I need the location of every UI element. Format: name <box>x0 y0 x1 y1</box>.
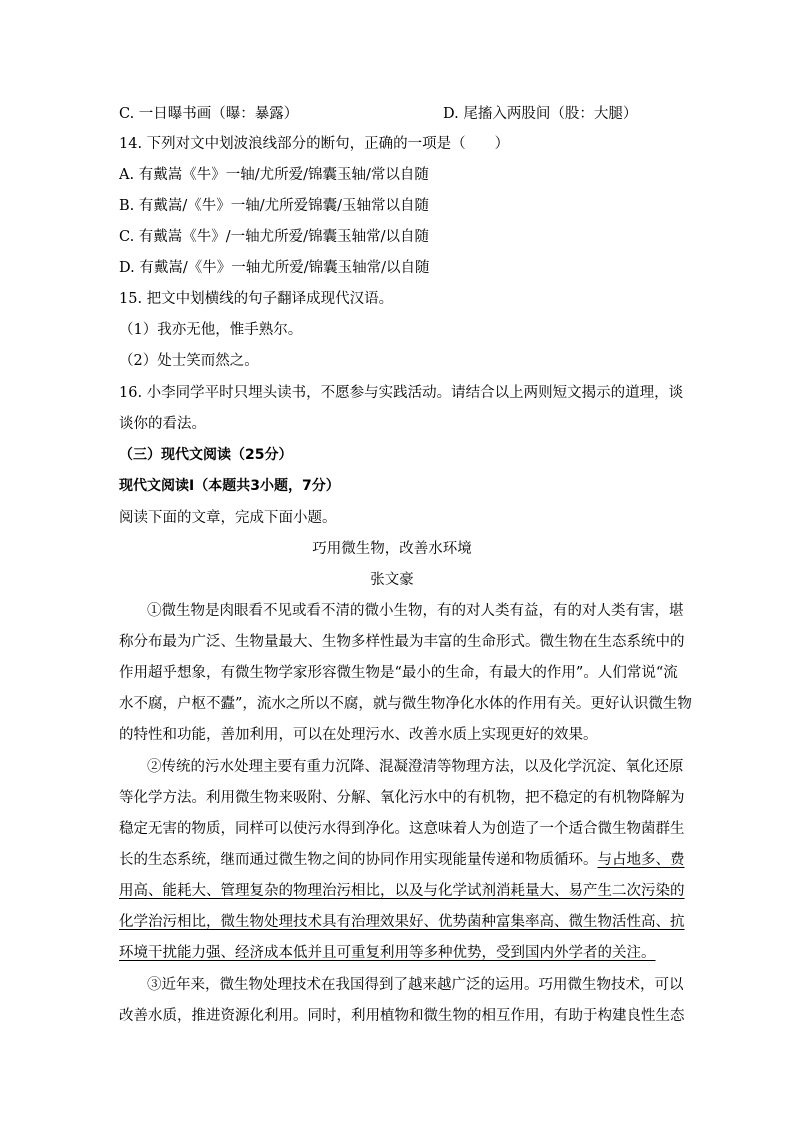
p1-line-1: ①微生物是肉眼看不见或看不清的微小生物，有的对人类有益，有的对人类有害，堪 <box>147 603 684 619</box>
q13-option-d: D. 尾搐入两股间（股：大腿） <box>443 106 638 122</box>
p2-line-4-plain: 长的生态系统，继而通过微生物之间的协同作用实现能量传递和物质循环。 <box>119 852 598 868</box>
p1-line-5: 的特性和功能，善加利用，可以在处理污水、改善水质上实现更好的效果。 <box>119 727 598 743</box>
p2-line-2: 等化学方法。利用微生物来吸附、分解、氧化污水中的有机物，把不稳定的有机物降解为 <box>119 790 685 806</box>
p2-line-3: 稳定无害的物质，同样可以使污水得到净化。这意味着人为创造了一个适合微生物菌群生 <box>119 821 685 837</box>
q14-option-d: D. 有戴嵩/《牛》一轴尤所爱/锦囊玉轴常/以自随 <box>119 260 430 276</box>
p2-underlined-line-3: 环境干扰能力强、经济成本低并且可重复利用等多种优势，受到国内外学者的关注。 <box>119 945 656 961</box>
section-instruction: 阅读下面的文章，完成下面小题。 <box>119 510 337 526</box>
q15-stem: 15. 把文中划横线的句子翻译成现代汉语。 <box>119 291 394 307</box>
q15-item-1: （1）我亦无他，惟手熟尔。 <box>119 322 303 338</box>
article-author: 张文豪 <box>370 572 414 588</box>
q16-line-2: 谈你的看法。 <box>119 416 206 432</box>
section-sub-heading: 现代文阅读Ⅰ（本题共3小题，7分） <box>119 478 340 494</box>
q14-option-b: B. 有戴嵩/《牛》一轴/尤所爱锦囊/玉轴常以自随 <box>119 198 430 214</box>
article-title: 巧用微生物，改善水环境 <box>312 541 472 557</box>
p2-line-1: ②传统的污水处理主要有重力沉降、混凝澄清等物理方法，以及化学沉淀、氧化还原 <box>147 759 684 775</box>
p1-line-2: 称分布最为广泛、生物量最大、生物多样性最为丰富的生命形式。微生物在生态系统中的 <box>119 634 685 650</box>
q13-option-c: C. 一日曝书画（曝：暴露） <box>119 106 299 122</box>
p2-line-4-underlined: 与占地多、费 <box>597 852 685 868</box>
p2-line-4 <box>119 849 685 871</box>
p3-line-2: 改善水质，推进资源化利用。同时，利用植物和微生物的相互作用，有助于构建良性生态 <box>119 1008 685 1024</box>
p2-underlined-line-2: 化学治污相比，微生物处理技术具有治理效果好、优势菌种富集率高、微生物活性高、抗 <box>119 914 685 930</box>
p1-line-4: 水不腐，户枢不蠹”，流水之所以不腐，就与微生物净化水体的作用有关。更好认识微生物 <box>119 696 692 712</box>
p2-underlined-line-1: 用高、能耗大、管理复杂的物理治污相比，以及与化学试剂消耗量大、易产生二次污染的 <box>119 883 685 899</box>
q16-line-1: 16. 小李同学平时只埋头读书，不愿参与实践活动。请结合以上两则短文揭示的道理，谈 <box>119 385 684 401</box>
section-heading: （三）现代文阅读（25分） <box>119 447 293 463</box>
q14-option-a: A. 有戴嵩《牛》一轴/尤所爱/锦囊玉轴/常以自随 <box>119 167 429 183</box>
p1-line-3: 作用超乎想象，有微生物学家形容微生物是“最小的生命，有最大的作用”。人们常说“流 <box>119 665 678 681</box>
q15-item-2: （2）处士笑而然之。 <box>119 353 259 369</box>
q14-option-c: C. 有戴嵩《牛》/一轴尤所爱/锦囊玉轴常/以自随 <box>119 229 429 245</box>
p3-line-1: ③近年来，微生物处理技术在我国得到了越来越广泛的运用。巧用微生物技术，可以 <box>147 977 684 993</box>
q14-stem: 14. 下列对文中划波浪线部分的断句，正确的一项是（ ） <box>119 136 510 152</box>
